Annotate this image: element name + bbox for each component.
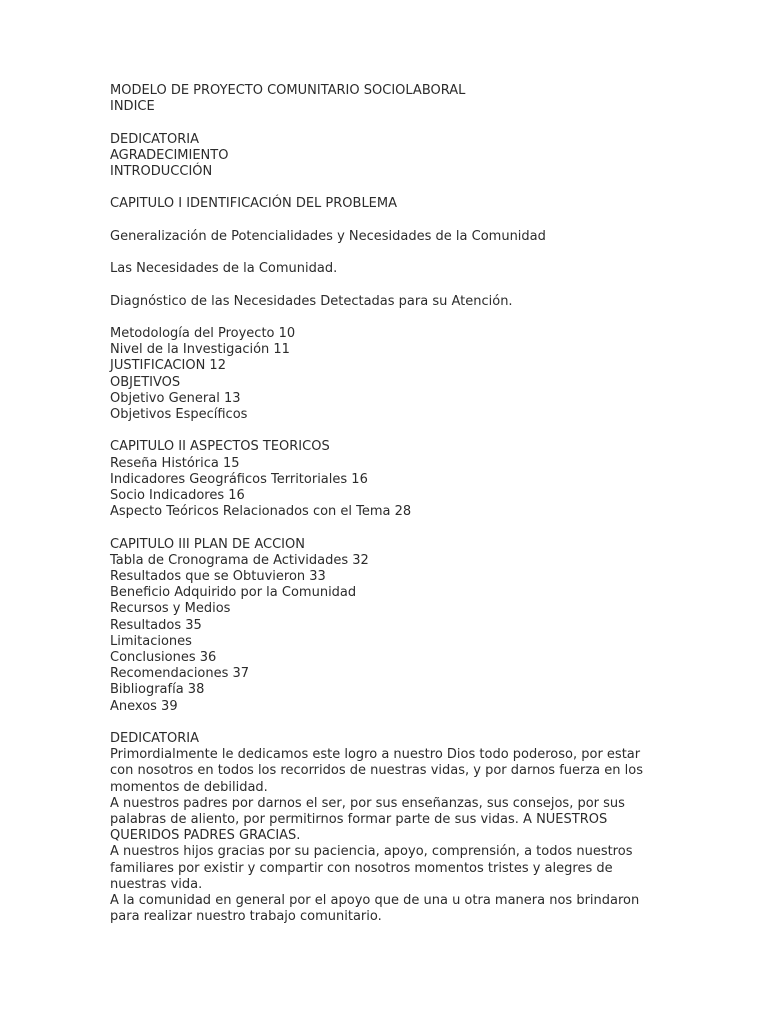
dedication-line: con nosotros en todos los recorridos de nuestras vidas, y por darnos fuerza en los	[110, 763, 643, 779]
document-page	[110, 83, 750, 925]
chapter3-heading: CAPITULO III PLAN DE ACCION	[110, 536, 305, 552]
spacer	[110, 310, 750, 326]
chapter1-item: OBJETIVOS	[110, 374, 181, 390]
chapter2-item: Indicadores Geográficos Territoriales 16	[110, 471, 368, 487]
spacer	[110, 245, 750, 261]
chapter1-item: Metodología del Proyecto 10	[110, 325, 296, 341]
dedication-line: momentos de debilidad.	[110, 779, 268, 795]
spacer	[110, 277, 750, 293]
spacer	[110, 715, 750, 731]
toc-introduccion: INTRODUCCIÓN	[110, 164, 213, 179]
chapter3-item: Resultados 35	[110, 617, 202, 633]
dedication-line: familiares por existir y compartir con nosotros momentos tristes y alegres de	[110, 860, 613, 876]
chapter2-heading: CAPITULO II ASPECTOS TEORICOS	[110, 439, 330, 455]
chapter1-heading: CAPITULO I IDENTIFICACIÓN DEL PROBLEMA	[110, 196, 398, 212]
spacer	[110, 423, 750, 439]
spacer	[110, 115, 750, 131]
chapter1-item: Objetivos Específicos	[110, 406, 248, 422]
dedication-line: A la comunidad en general por el apoyo que de una u otra manera nos brindaron	[110, 893, 640, 909]
chapter1-item: Nivel de la Investigación 11	[110, 342, 290, 358]
chapter2-item: Reseña Histórica 15	[110, 455, 240, 471]
chapter2-item: Socio Indicadores 16	[110, 487, 245, 503]
chapter3-item: Recursos y Medios	[110, 601, 231, 617]
chapter3-item: Tabla de Cronograma de Actividades 32	[110, 552, 369, 568]
chapter3-item: Recomendaciones 37	[110, 666, 250, 682]
chapter1-item: Diagnóstico de las Necesidades Detectadas para su Atención.	[110, 293, 513, 309]
spacer	[110, 520, 750, 536]
chapter3-item: Beneficio Adquirido por la Comunidad	[110, 585, 357, 601]
dedication-line: palabras de aliento, por permitirnos formar parte de sus vidas. A NUESTROS	[110, 812, 608, 827]
chapter3-item: Anexos 39	[110, 698, 178, 714]
dedication-line: A nuestros hijos gracias por su paciencia, apoyo, comprensión, a todos nuestros	[110, 844, 633, 860]
toc-dedicatoria: DEDICATORIA	[110, 131, 199, 147]
chapter1-item: JUSTIFICACION 12	[110, 358, 226, 374]
dedication-line: nuestras vida.	[110, 876, 203, 892]
chapter1-item: Generalización de Potencialidades y Necesidades de la Comunidad	[110, 228, 546, 244]
chapter3-item: Limitaciones	[110, 633, 192, 649]
chapter3-item: Bibliografía 38	[110, 682, 205, 698]
toc-agradecimiento: AGRADECIMIENTO	[110, 147, 229, 163]
dedication-line: QUERIDOS PADRES GRACIAS.	[110, 828, 301, 844]
chapter2-item: Aspecto Teóricos Relacionados con el Tema 28	[110, 504, 412, 520]
dedication-heading: DEDICATORIA	[110, 730, 199, 746]
document-title: MODELO DE PROYECTO COMUNITARIO SOCIOLABORAL	[110, 83, 466, 98]
chapter3-item: Resultados que se Obtuvieron 33	[110, 568, 326, 584]
dedication-line: Primordialmente le dedicamos este logro a nuestro Dios todo poderoso, por estar	[110, 747, 641, 763]
dedication-line: para realizar nuestro trabajo comunitario.	[110, 909, 382, 925]
spacer	[110, 180, 750, 196]
chapter1-item: Las Necesidades de la Comunidad.	[110, 261, 338, 277]
spacer	[110, 213, 750, 229]
chapter3-item: Conclusiones 36	[110, 649, 217, 665]
chapter1-item: Objetivo General 13	[110, 390, 241, 406]
dedication-line: A nuestros padres por darnos el ser, por sus enseñanzas, sus consejos, por sus	[110, 795, 625, 811]
index-heading: INDICE	[110, 99, 155, 115]
